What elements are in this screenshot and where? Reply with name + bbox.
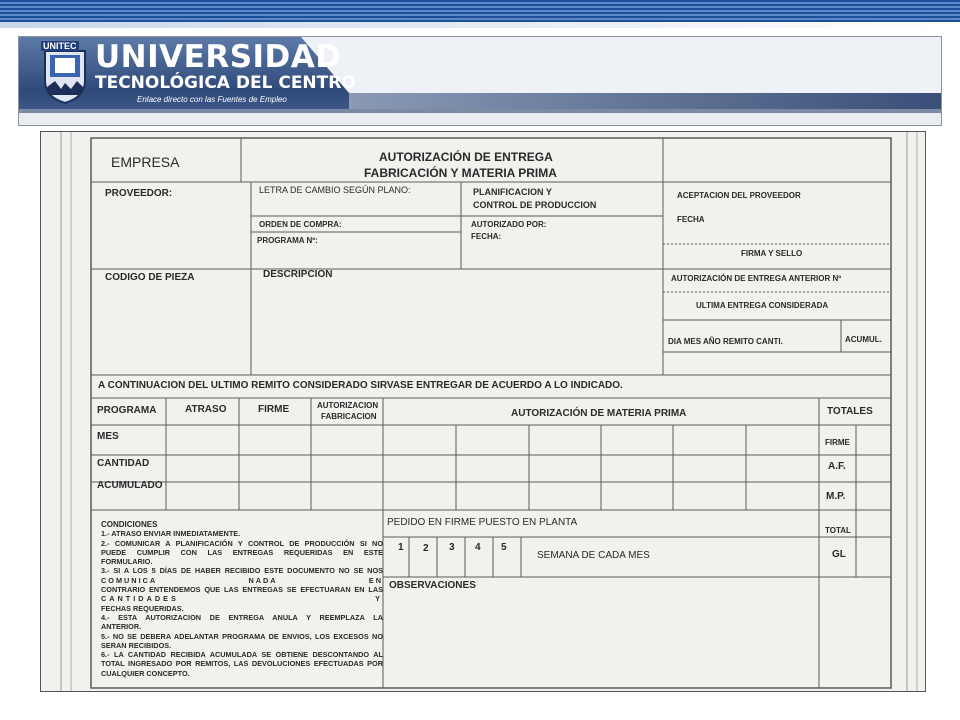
condicion-3d: CANTIDADES Y xyxy=(101,594,383,604)
university-name-line2: TECNOLÓGICA DEL CENTRO xyxy=(95,73,356,93)
aceptacion-label: ACEPTACION DEL PROVEEDOR xyxy=(677,191,801,200)
condicion-4b: ANTERIOR. xyxy=(101,622,142,632)
totales-af-label: A.F. xyxy=(828,461,846,472)
week-1: 1 xyxy=(398,542,404,553)
proveedor-label: PROVEEDOR: xyxy=(105,188,173,199)
condicion-3c: CONTRARIO ENTENDEMOS QUE LAS ENTREGAS SE EFECTUARAN EN LAS xyxy=(101,585,383,595)
condicion-3b: COMUNICA NADA EN xyxy=(101,575,383,585)
week-5: 5 xyxy=(501,542,507,553)
pedido-firme-label: PEDIDO EN FIRME PUESTO EN PLANTA xyxy=(387,517,578,528)
acumul-label: ACUMUL. xyxy=(845,335,882,344)
totales-mp-label: M.P. xyxy=(826,491,846,502)
form-title-line2: FABRICACIÓN Y MATERIA PRIMA xyxy=(364,166,557,180)
week-3: 3 xyxy=(449,542,455,553)
university-header-banner xyxy=(18,36,942,126)
col-firme-header: FIRME xyxy=(258,404,290,415)
condicion-4a: 4.- ESTA AUTORIZACION DE ENTREGA ANULA Y REEMPLAZA LA xyxy=(101,612,383,622)
condicion-3a: 3.- SI A LOS 5 DÍAS DE HABER RECIBIDO ESTE DOCUMENTO NO SE NOS xyxy=(101,566,383,576)
orden-compra-label: ORDEN DE COMPRA: xyxy=(259,220,342,229)
empresa-label: EMPRESA xyxy=(111,154,180,170)
scanned-form xyxy=(40,131,926,692)
planificacion-line1: PLANIFICACION Y xyxy=(473,187,552,197)
totales-gl-label: GL xyxy=(832,549,846,560)
letra-cambio-label: LETRA DE CAMBIO SEGÚN PLANO: xyxy=(259,185,411,195)
semana-label: SEMANA DE CADA MES xyxy=(537,550,650,561)
col-aut-fab-line1: AUTORIZACION xyxy=(317,401,379,410)
condicion-5b: SERAN RECIBIDOS. xyxy=(101,640,172,650)
condiciones-block xyxy=(101,520,383,678)
firma-sello-label: FIRMA Y SELLO xyxy=(741,249,803,258)
week-2: 2 xyxy=(423,543,429,554)
row-cantidad-label: CANTIDAD xyxy=(97,458,150,469)
col-aut-fab-line2: FABRICACION xyxy=(321,412,377,421)
ultima-entrega-label: ULTIMA ENTREGA CONSIDERADA xyxy=(696,301,829,310)
condicion-5a: 5.- NO SE DEBERA ADELANTAR PROGRAMA DE ENVIOS, LOS EXCESOS NO xyxy=(101,631,383,641)
autorizado-por-label: AUTORIZADO POR: xyxy=(471,220,547,229)
row-acumulado-label: ACUMULADO xyxy=(97,480,163,491)
form-title-line1: AUTORIZACIÓN DE ENTREGA xyxy=(379,150,553,164)
continuacion-text: A CONTINUACION DEL ULTIMO REMITO CONSIDERADO SIRVASE ENTREGAR DE ACUERDO A LO INDICADO. xyxy=(98,380,623,391)
totales-total-label: TOTAL xyxy=(825,526,851,535)
condicion-3e: FECHAS REQUERIDAS. xyxy=(101,603,184,613)
university-tagline: Enlace directo con las Fuentes de Empleo xyxy=(137,95,287,104)
fecha-aceptacion-label: FECHA xyxy=(677,215,705,224)
col-programa-header: PROGRAMA xyxy=(97,405,157,416)
observaciones-label: OBSERVACIONES xyxy=(389,580,476,591)
row-mes-label: MES xyxy=(97,431,119,442)
dia-mes-label: DIA MES AÑO REMITO CANTI. xyxy=(668,337,783,346)
condiciones-title: CONDICIONES xyxy=(101,520,158,529)
fecha-label: FECHA: xyxy=(471,232,502,241)
codigo-pieza-label: CODIGO DE PIEZA xyxy=(105,272,195,283)
unitec-badge: UNITEC xyxy=(43,41,77,51)
planificacion-line2: CONTROL DE PRODUCCION xyxy=(473,200,597,210)
condicion-2b: PUEDE CUMPLIR CON LAS ENTREGAS REQUERIDAS EN ESTE xyxy=(101,547,383,557)
university-name-line1: UNIVERSIDAD xyxy=(95,39,342,75)
week-4: 4 xyxy=(475,542,481,553)
autorizacion-anterior-label: AUTORIZACIÓN DE ENTREGA ANTERIOR Nº xyxy=(671,274,842,283)
top-decorative-band xyxy=(0,0,960,28)
condicion-1: 1.- ATRASO ENVIAR INMEDIATAMENTE. xyxy=(101,529,241,539)
col-atraso-header: ATRASO xyxy=(185,404,227,415)
condicion-2a: 2.- COMUNICAR A PLANIFICACIÓN Y CONTROL DE PRODUCCIÓN SI NO xyxy=(101,538,383,548)
condicion-6c: CUALQUIER CONCEPTO. xyxy=(101,668,190,678)
totales-firme-label: FIRME xyxy=(825,438,850,447)
descripcion-label: DESCRIPCION xyxy=(263,269,333,280)
programa-no-label: PROGRAMA Nº: xyxy=(257,236,318,245)
condicion-6a: 6.- LA CANTIDAD RECIBIDA ACUMULADA SE OBTIENE DESCONTANDO AL xyxy=(101,650,383,660)
university-shield-logo xyxy=(41,43,89,105)
col-materia-prima-header: AUTORIZACIÓN DE MATERIA PRIMA xyxy=(511,408,687,419)
col-totales-header: TOTALES xyxy=(827,406,873,417)
condicion-6b: TOTAL INGRESADO POR REMITOS, LAS DEVOLUCIONES EFECTUADAS POR xyxy=(101,659,383,669)
condicion-2c: FORMULARIO. xyxy=(101,557,153,567)
